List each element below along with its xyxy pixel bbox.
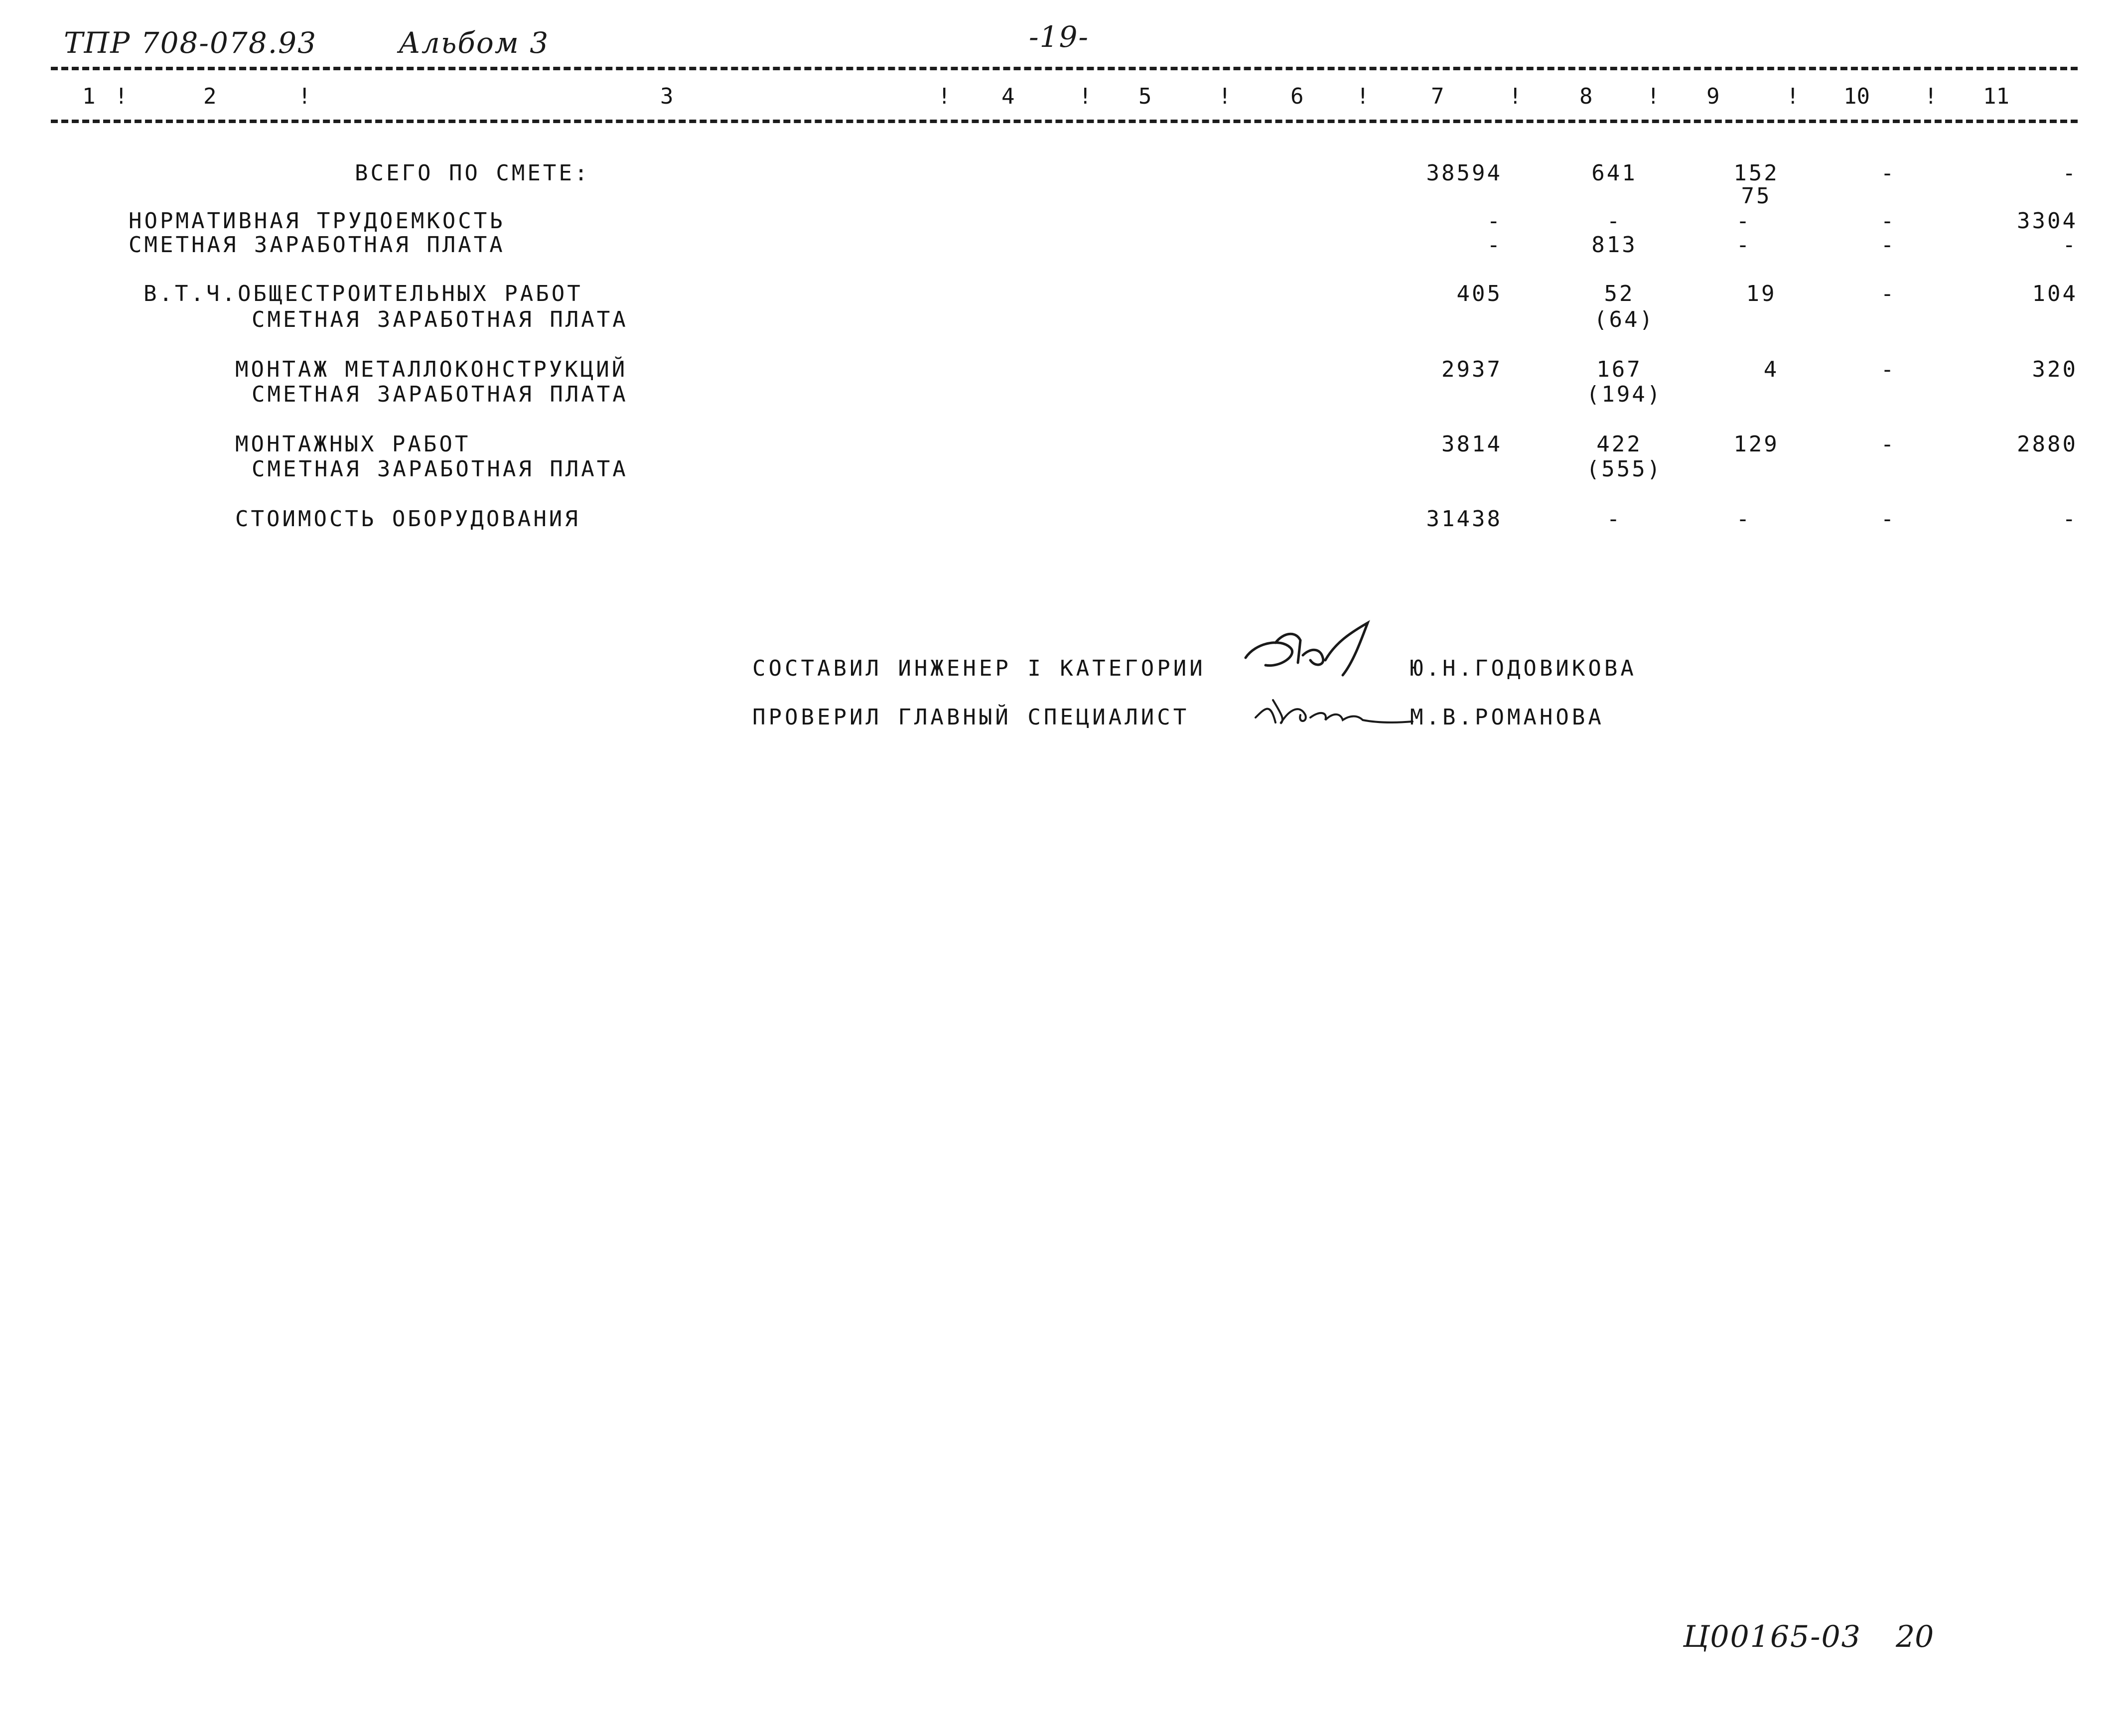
row-label: НОРМАТИВНАЯ ТРУДОЕМКОСТЬ	[129, 208, 505, 234]
cell-col11: 3304	[2017, 208, 2078, 234]
cell-col10: -	[1880, 160, 1896, 186]
column-separator: !	[1509, 84, 1522, 109]
checked-by-name: М.В.РОМАНОВА	[1410, 705, 1604, 730]
header-rule-top	[51, 67, 2078, 70]
cell-col9: 19	[1746, 281, 1777, 306]
row-label: СМЕТНАЯ ЗАРАБОТНАЯ ПЛАТА	[252, 307, 628, 332]
row-label: ВСЕГО ПО СМЕТЕ:	[355, 160, 590, 186]
doc-code: ТПР 708-078.93	[64, 26, 317, 60]
column-separator: !	[115, 84, 128, 109]
archive-code: Ц00165-03	[1683, 1619, 1861, 1654]
cell-col7: -	[1487, 208, 1502, 234]
row-label: СМЕТНАЯ ЗАРАБОТНАЯ ПЛАТА	[252, 456, 628, 482]
cell-col10: -	[1880, 506, 1896, 532]
cell-col10: -	[1880, 357, 1896, 382]
cell-col9: 4	[1763, 357, 1779, 382]
compiled-by-role: СОСТАВИЛ ИНЖЕНЕР I КАТЕГОРИИ	[752, 656, 1206, 681]
cell-col8: -	[1606, 506, 1622, 532]
row-label: СМЕТНАЯ ЗАРАБОТНАЯ ПЛАТА	[252, 382, 628, 407]
cell-col10: -	[1880, 281, 1896, 306]
cell-col10: -	[1880, 432, 1896, 457]
cell-col7: -	[1487, 232, 1502, 258]
column-separator: !	[1924, 84, 1938, 109]
cell-col9: 129	[1733, 432, 1779, 457]
column-separator: !	[1647, 84, 1660, 109]
cell-col11: 104	[2032, 281, 2078, 306]
column-number: 6	[1290, 84, 1304, 109]
cell-col8: 641	[1591, 160, 1637, 186]
cell-col7: 2937	[1441, 357, 1502, 382]
cell-col7: 38594	[1426, 160, 1502, 186]
cell-col11: 2880	[2017, 432, 2078, 457]
cell-col7: 31438	[1426, 506, 1502, 532]
signature-godovikova-icon	[1236, 613, 1380, 688]
cell-col8: 422	[1596, 432, 1642, 457]
column-number: 7	[1431, 84, 1444, 109]
column-number: 2	[203, 84, 217, 109]
page-number: -19-	[1029, 20, 1089, 54]
column-number: 4	[1001, 84, 1015, 109]
cell-col9-second-line: 75	[1741, 183, 1772, 209]
cell-col9: 152	[1733, 160, 1779, 186]
cell-col8: 167	[1596, 357, 1642, 382]
cell-col10: -	[1880, 208, 1896, 234]
column-separator: !	[298, 84, 311, 109]
cell-col7: 3814	[1441, 432, 1502, 457]
row-label: МОНТАЖНЫХ РАБОТ	[235, 432, 471, 457]
column-separator: !	[1356, 84, 1370, 109]
cell-col7: 405	[1456, 281, 1502, 306]
compiled-by-name: Ю.Н.ГОДОВИКОВА	[1410, 656, 1637, 681]
cell-col11: -	[2062, 506, 2078, 532]
row-label: СТОИМОСТЬ ОБОРУДОВАНИЯ	[235, 506, 580, 532]
column-number: 8	[1579, 84, 1593, 109]
column-number: 3	[660, 84, 674, 109]
cell-col11: 320	[2032, 357, 2078, 382]
cell-col8: 52	[1604, 281, 1635, 306]
cell-col11: -	[2062, 232, 2078, 258]
column-number: 10	[1843, 84, 1870, 109]
column-separator: !	[938, 84, 951, 109]
row-label: В.Т.Ч.ОБЩЕСТРОИТЕЛЬНЫХ РАБОТ	[143, 281, 583, 306]
row-label: СМЕТНАЯ ЗАРАБОТНАЯ ПЛАТА	[129, 232, 505, 258]
column-number: 1	[82, 84, 96, 109]
sheet-number: 20	[1896, 1619, 1934, 1654]
cell-col8: (194)	[1586, 382, 1663, 407]
cell-col8: (555)	[1586, 456, 1663, 482]
header-rule-bottom	[51, 120, 2078, 123]
column-number: 9	[1706, 84, 1720, 109]
cell-col9: -	[1736, 506, 1752, 532]
column-separator: !	[1079, 84, 1092, 109]
cell-col8: (64)	[1594, 307, 1655, 332]
cell-col9: -	[1736, 208, 1752, 234]
row-label: МОНТАЖ МЕТАЛЛОКОНСТРУКЦИЙ	[235, 357, 628, 382]
cell-col8: 813	[1591, 232, 1637, 258]
cell-col10: -	[1880, 232, 1896, 258]
column-separator: !	[1786, 84, 1800, 109]
column-number: 5	[1138, 84, 1152, 109]
signature-romanova-icon	[1251, 693, 1415, 732]
album-label: Альбом 3	[399, 26, 550, 60]
column-number: 11	[1983, 84, 2009, 109]
cell-col11: -	[2062, 160, 2078, 186]
cell-col8: -	[1606, 208, 1622, 234]
column-separator: !	[1218, 84, 1232, 109]
checked-by-role: ПРОВЕРИЛ ГЛАВНЫЙ СПЕЦИАЛИСТ	[752, 705, 1190, 730]
cell-col9: -	[1736, 232, 1752, 258]
